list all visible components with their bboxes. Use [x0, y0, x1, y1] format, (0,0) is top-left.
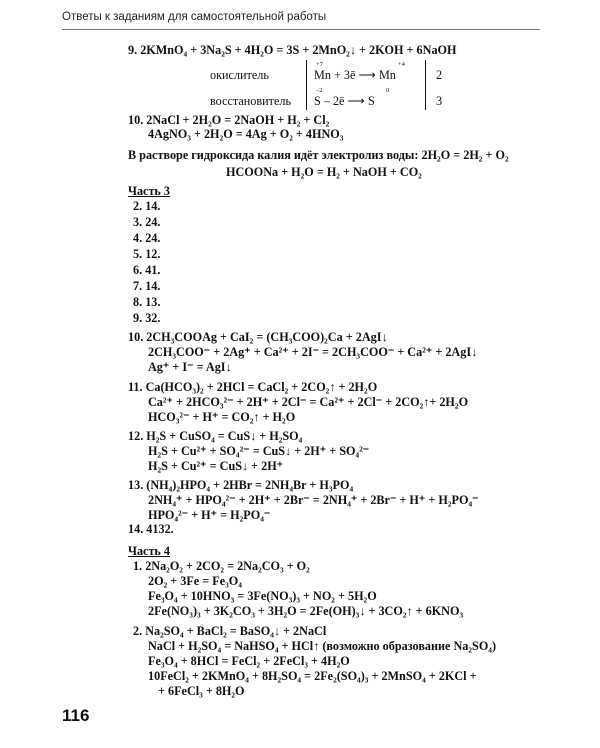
answer-10-line-2: 4AgNO₃ + 2H₂O = 4Ag + O₂ + 4HNO₃	[148, 127, 344, 141]
balance-right-bar	[425, 60, 426, 110]
part-3-answer: 3. 24.	[133, 215, 161, 229]
formate-equation: HCOONa + H₂O = H₂ + NaOH + CO₂	[226, 165, 422, 179]
part-3-q12-line: 12. H₂S + CuSO₄ = CuS↓ + H₂SO₄	[128, 429, 303, 443]
answer-10-line-1: 10. 2NaCl + 2H₂O = 2NaOH + H₂ + Cl₂	[128, 113, 330, 127]
mn-ox-state-after: +4	[398, 61, 405, 68]
part-4-q2-line: 10FeCl₂ + 2KMnO₄ + 8H₂SO₄ = 2Fe₂(SO₄)₃ + 2MnSO₄ + 2KCl +	[148, 669, 477, 683]
part-3-q13-line: 13. (NH₄)₂HPO₄ + 2HBr = 2NH₄Br + H₃PO₄	[128, 478, 354, 492]
part-4-q2-line: Fe₃O₄ + 8HCl = FeCl₂ + 2FeCl₃ + 4H₂O	[148, 654, 350, 668]
part-3-q13-line: 2NH₄⁺ + HPO₄²⁻ + 2H⁺ + 2Br⁻ = 2NH₄⁺ + 2Br⁻ + H⁺ + H₂PO₄⁻	[148, 493, 479, 507]
reducer-half-equation: S – 2ē ⟶ S	[314, 94, 375, 108]
header-rule	[62, 29, 540, 30]
part-3-answer: 5. 12.	[133, 247, 161, 261]
reducer-label: восстановитель	[210, 94, 292, 108]
oxidizer-label: окислитель	[210, 68, 269, 82]
part-4-q2-line: 2. Na₂SO₄ + BaCl₂ = BaSO₄↓ + 2NaCl	[133, 624, 327, 638]
part-3-answer: 8. 13.	[133, 295, 161, 309]
reducer-coefficient: 3	[436, 94, 443, 108]
part-3-q12-line: H₂S + Cu²⁺ = CuS↓ + 2H⁺	[148, 459, 284, 473]
part-3-title: Часть 3	[128, 184, 171, 198]
part-3-answer: 2. 14.	[133, 199, 161, 213]
part-3-answer: 6. 41.	[133, 263, 161, 277]
part-4-title: Часть 4	[128, 544, 171, 558]
answer-9-equation: 9. 2KMnO₄ + 3Na₂S + 4H₂O = 3S + 2MnO₂↓ + 2KOH + 6NaOH	[128, 43, 457, 57]
part-3-q10-line: 10. 2CH₃COOAg + CaI₂ = (CH₃COO)₂Ca + 2AgI↓	[128, 330, 388, 344]
mn-ox-state-before: +7	[316, 61, 323, 68]
part-3-q10-line: Ag⁺ + I⁻ = AgI↓	[148, 360, 232, 374]
part-3-q11-line: Ca²⁺ + 2HCO₃²⁻ + 2H⁺ + 2Cl⁻ = Ca²⁺ + 2Cl⁻ + 2CO₂↑+ 2H₂O	[148, 395, 469, 409]
part-4-q1-line: Fe₃O₄ + 10HNO₃ = 3Fe(NO₃)₃ + NO₂ + 5H₂O	[148, 589, 377, 603]
part-3-q13-line: HPO₄²⁻ + H⁺ = H₂PO₄⁻	[148, 508, 271, 522]
oxidizer-coefficient: 2	[436, 68, 443, 82]
page-number: 116	[62, 706, 90, 725]
part-4-q2-line: NaCl + H₂SO₄ = NaHSO₄ + HCl↑ (возможно образование Na₂SO₄)	[148, 639, 497, 653]
part-4-q2-line: + 6FeCl₃ + 8H₂O	[158, 684, 245, 698]
running-header: Ответы к заданиям для самостоятельной работы	[62, 11, 327, 23]
part-3-q11-line: HCO₃²⁻ + H⁺ = CO₂↑ + H₂O	[148, 410, 296, 424]
part-3-q14: 14. 4132.	[128, 522, 174, 536]
electrolysis-note: В растворе гидроксида калия идёт электролиз воды: 2H₂O = 2H₂ + O₂	[128, 148, 509, 162]
balance-left-bar	[306, 60, 307, 110]
part-3-q10-line: 2CH₃COO⁻ + 2Ag⁺ + Ca²⁺ + 2I⁻ = 2CH₃COO⁻ + Ca²⁺ + 2AgI↓	[148, 345, 478, 359]
s-ox-state-before: –2	[316, 87, 323, 94]
part-4-q1-line: 2Fe(NO₃)₃ + 3K₂CO₃ + 3H₂O = 2Fe(OH)₃↓ + 3CO₂↑ + 6KNO₃	[148, 604, 464, 618]
part-3-answer: 9. 32.	[133, 311, 161, 325]
part-4-q1-line: 1. 2Na₂O₂ + 2CO₂ = 2Na₂CO₃ + O₂	[133, 559, 310, 573]
s-ox-state-after: 0	[386, 87, 390, 94]
part-4-q1-line: 2O₂ + 3Fe = Fe₃O₄	[148, 574, 242, 588]
oxidizer-half-equation: Mn + 3ē ⟶ Mn	[314, 68, 396, 82]
part-3-answer: 4. 24.	[133, 231, 161, 245]
part-3-q12-line: H₂S + Cu²⁺ + SO₄²⁻ = CuS↓ + 2H⁺ + SO₄²⁻	[148, 444, 370, 458]
part-3-q11-line: 11. Ca(HCO₃)₂ + 2HCl = CaCl₂ + 2CO₂↑ + 2H₂O	[128, 380, 378, 394]
part-3-answer: 7. 14.	[133, 279, 161, 293]
